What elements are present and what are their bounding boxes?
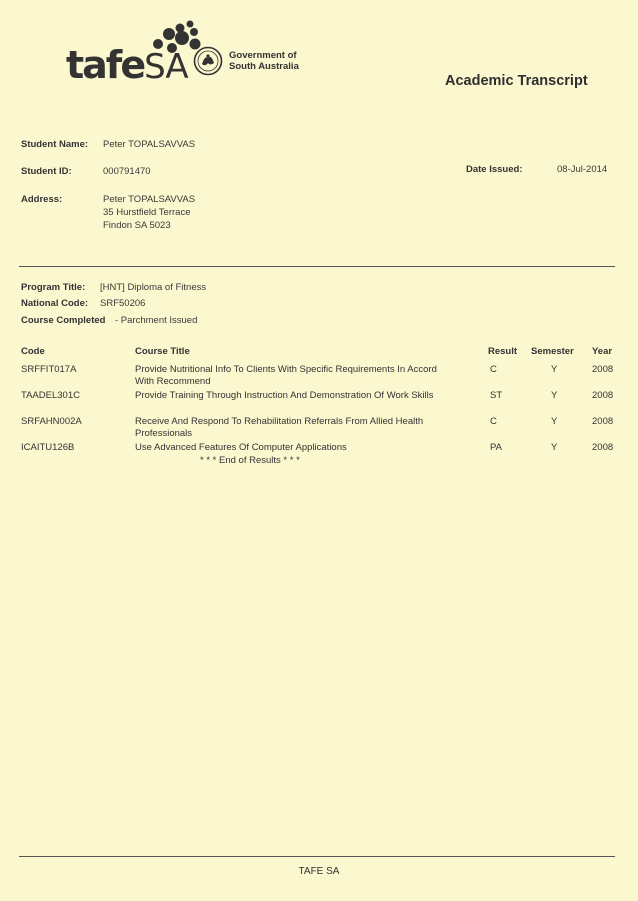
course-title: Provide Nutritional Info To Clients With Specific Requirements In Accord With Recommend [135,364,437,387]
course-completed-label: Course Completed [21,315,106,326]
government-text [229,50,299,72]
course-result: ST [490,390,503,401]
col-header-title: Course Title [135,346,190,357]
section-divider [19,266,615,267]
table-row [0,442,638,468]
tafesa-logo [66,20,316,90]
table-row [0,364,638,390]
footer-divider [19,856,615,857]
course-result: C [490,416,497,427]
course-semester: Y [551,390,558,401]
table-row [0,416,638,442]
course-semester: Y [551,416,558,427]
address-line-3: Findon SA 5023 [103,220,171,231]
date-issued-label: Date Issued: [466,164,523,175]
course-result: C [490,364,497,375]
course-completed-value: - Parchment Issued [115,315,198,326]
course-result: PA [490,442,502,453]
course-year: 2008 [592,416,614,427]
program-title-label: Program Title: [21,282,86,293]
col-header-semester: Semester [531,346,574,357]
logo-text: tafe [66,43,145,87]
table-row [0,390,638,416]
date-issued: 08-Jul-2014 [557,164,608,175]
national-code: SRF50206 [100,298,146,309]
course-code: ICAITU126B [21,442,75,453]
address-line-2: 35 Hurstfield Terrace [103,207,191,218]
end-of-results: * * * End of Results * * * [200,455,300,466]
program-title: [HNT] Diploma of Fitness [100,282,207,293]
col-header-result: Result [488,346,518,357]
course-year: 2008 [592,364,614,375]
student-id-label: Student ID: [21,166,72,177]
logo-text-sa: SA [144,47,188,87]
national-code-label: National Code: [21,298,89,309]
course-title: Provide Training Through Instruction And Demonstration Of Work Skills [135,390,434,401]
student-id: 000791470 [103,166,151,177]
course-title: Receive And Respond To Rehabilitation Referrals From Allied Health Professionals [135,416,424,439]
footer-text: TAFE SA [298,866,340,877]
course-title: Use Advanced Features Of Computer Applications [135,442,347,453]
course-code: TAADEL301C [21,390,80,401]
course-semester: Y [551,442,558,453]
course-year: 2008 [592,390,614,401]
document-title: Academic Transcript [445,73,588,89]
government-seal-icon [193,46,223,76]
course-code: SRFFIT017A [21,364,77,375]
col-header-year: Year [592,346,613,357]
course-code: SRFAHN002A [21,416,82,427]
student-name: Peter TOPALSAVVAS [103,139,196,150]
address-line-1: Peter TOPALSAVVAS [103,194,196,205]
col-header-code: Code [21,346,45,357]
government-line1: Government of [229,50,297,61]
government-line2: South Australia [229,61,299,72]
address-label: Address: [21,194,63,205]
student-name-label: Student Name: [21,139,89,150]
course-year: 2008 [592,442,614,453]
course-semester: Y [551,364,558,375]
